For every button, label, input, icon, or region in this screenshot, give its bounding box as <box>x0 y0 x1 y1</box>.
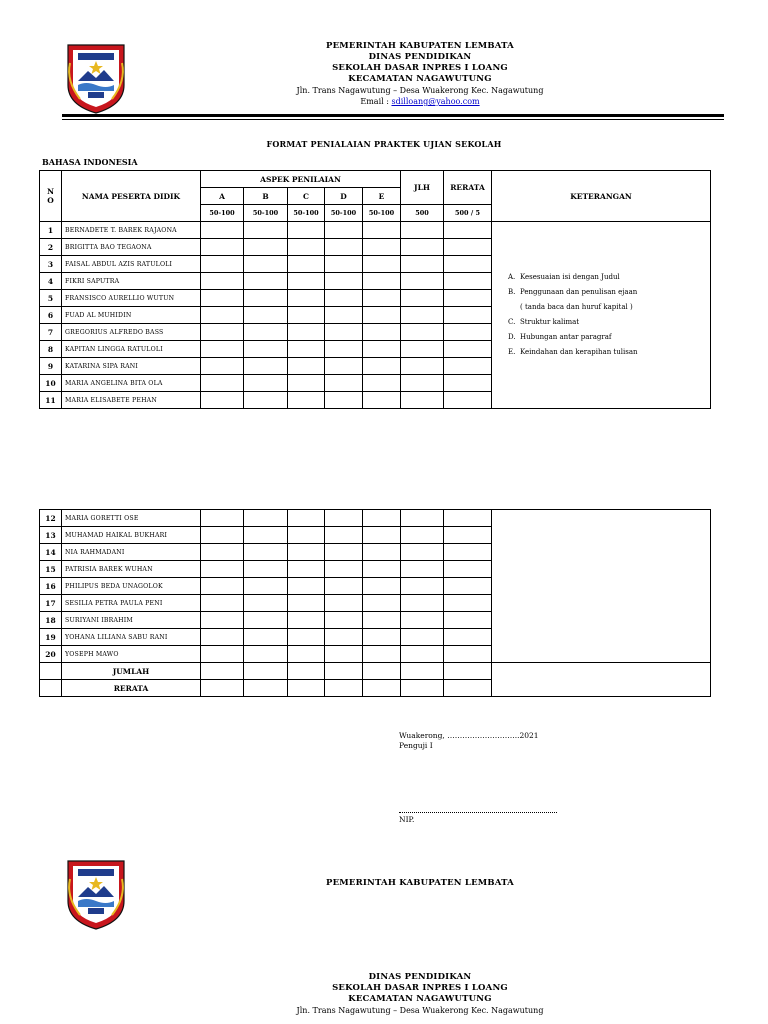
jlh-cell[interactable] <box>401 527 444 544</box>
row-number: 4 <box>40 273 62 290</box>
score-cell-c[interactable] <box>288 341 325 358</box>
jumlah-rerata[interactable] <box>444 663 492 680</box>
score-cell-e[interactable] <box>363 544 401 561</box>
criteria-text: Struktur kalimat <box>520 318 580 326</box>
rerata-score-d[interactable] <box>325 680 363 697</box>
student-name: MUHAMAD HAIKAL BUKHARI <box>62 527 201 544</box>
rerata-score-b[interactable] <box>244 680 288 697</box>
letterhead-district: KECAMATAN NAGAWUTUNG <box>348 74 492 84</box>
score-cell-d[interactable] <box>325 544 363 561</box>
jlh-cell[interactable] <box>401 358 444 375</box>
score-cell-d[interactable] <box>325 358 363 375</box>
student-name: MARIA ELISABETE PEHAN <box>62 392 201 409</box>
jlh-cell[interactable] <box>401 392 444 409</box>
row-number: 8 <box>40 341 62 358</box>
header-rule-thin <box>62 119 724 120</box>
student-name: SESILIA PETRA PAULA PENI <box>62 595 201 612</box>
score-cell-e[interactable] <box>363 629 401 646</box>
score-cell-b[interactable] <box>244 510 288 527</box>
jumlah-no <box>40 663 62 680</box>
row-number: 10 <box>40 375 62 392</box>
header-aspect-e: E <box>363 188 401 205</box>
student-name: FUAD AL MUHIDIN <box>62 307 201 324</box>
jlh-cell[interactable] <box>401 324 444 341</box>
student-name: YOHANA LILIANA SABU RANI <box>62 629 201 646</box>
score-cell-a[interactable] <box>201 527 244 544</box>
email-link[interactable]: sdilloang@yahoo.com <box>391 97 480 106</box>
score-cell-e[interactable] <box>363 358 401 375</box>
score-cell-d[interactable] <box>325 341 363 358</box>
criteria-list <box>508 270 710 360</box>
score-cell-b[interactable] <box>244 544 288 561</box>
footer-letterhead-government <box>220 878 620 889</box>
score-cell-a[interactable] <box>201 358 244 375</box>
student-name: FIKRI SAPUTRA <box>62 273 201 290</box>
jlh-cell[interactable] <box>401 544 444 561</box>
jlh-cell[interactable] <box>401 307 444 324</box>
row-number: 19 <box>40 629 62 646</box>
jumlah-jlh[interactable] <box>401 663 444 680</box>
footer-letterhead <box>220 972 620 1016</box>
score-cell-e[interactable] <box>363 612 401 629</box>
range-d: 50-100 <box>325 205 363 222</box>
score-cell-a[interactable] <box>201 595 244 612</box>
score-cell-c[interactable] <box>288 629 325 646</box>
rerata-score-a[interactable] <box>201 680 244 697</box>
header-jlh: JLH <box>401 171 444 205</box>
score-cell-b[interactable] <box>244 595 288 612</box>
signature-line <box>399 812 557 813</box>
rerata-cell[interactable] <box>444 392 492 409</box>
range-e: 50-100 <box>363 205 401 222</box>
score-cell-e[interactable] <box>363 527 401 544</box>
student-name: KAPITAN LINGGA RATULOLI <box>62 341 201 358</box>
jlh-cell[interactable] <box>401 646 444 663</box>
score-cell-e[interactable] <box>363 273 401 290</box>
score-cell-a[interactable] <box>201 510 244 527</box>
score-cell-c[interactable] <box>288 290 325 307</box>
score-cell-b[interactable] <box>244 629 288 646</box>
row-number: 14 <box>40 544 62 561</box>
score-cell-d[interactable] <box>325 239 363 256</box>
row-number: 15 <box>40 561 62 578</box>
score-cell-b[interactable] <box>244 273 288 290</box>
score-cell-e[interactable] <box>363 375 401 392</box>
jlh-cell[interactable] <box>401 239 444 256</box>
score-cell-a[interactable] <box>201 290 244 307</box>
jlh-max: 500 <box>401 205 444 222</box>
jlh-cell[interactable] <box>401 561 444 578</box>
score-cell-d[interactable] <box>325 222 363 239</box>
score-cell-e[interactable] <box>363 222 401 239</box>
letterhead <box>220 41 620 107</box>
score-cell-d[interactable] <box>325 612 363 629</box>
jlh-cell[interactable] <box>401 222 444 239</box>
score-cell-b[interactable] <box>244 561 288 578</box>
score-cell-d[interactable] <box>325 510 363 527</box>
jlh-cell[interactable] <box>401 341 444 358</box>
score-cell-a[interactable] <box>201 561 244 578</box>
student-name: SURIYANI IBRAHIM <box>62 612 201 629</box>
lembata-emblem-icon <box>64 857 128 931</box>
score-cell-d[interactable] <box>325 375 363 392</box>
grade-table-page1 <box>39 170 711 409</box>
rerata-cell[interactable] <box>444 595 492 612</box>
lembata-emblem-top <box>64 41 128 115</box>
rerata-score-e[interactable] <box>363 680 401 697</box>
score-cell-b[interactable] <box>244 392 288 409</box>
header-rerata: RERATA <box>444 171 492 205</box>
score-cell-c[interactable] <box>288 612 325 629</box>
rerata-cell[interactable] <box>444 544 492 561</box>
score-cell-a[interactable] <box>201 239 244 256</box>
score-cell-b[interactable] <box>244 578 288 595</box>
rerata-cell[interactable] <box>444 324 492 341</box>
score-cell-a[interactable] <box>201 307 244 324</box>
score-cell-d[interactable] <box>325 392 363 409</box>
lembata-emblem-icon <box>64 41 128 115</box>
score-cell-b[interactable] <box>244 375 288 392</box>
row-number: 7 <box>40 324 62 341</box>
criteria-letter: A. <box>508 273 516 281</box>
score-cell-b[interactable] <box>244 290 288 307</box>
score-cell-d[interactable] <box>325 290 363 307</box>
header-no: N O <box>40 171 62 222</box>
jlh-cell[interactable] <box>401 612 444 629</box>
rerata-cell[interactable] <box>444 629 492 646</box>
rerata-cell[interactable] <box>444 307 492 324</box>
row-number: 3 <box>40 256 62 273</box>
score-cell-b[interactable] <box>244 256 288 273</box>
score-cell-c[interactable] <box>288 646 325 663</box>
criteria-text: Keindahan dan kerapihan tulisan <box>520 348 638 356</box>
rerata-score-c[interactable] <box>288 680 325 697</box>
jlh-cell[interactable] <box>401 510 444 527</box>
score-cell-c[interactable] <box>288 392 325 409</box>
score-cell-a[interactable] <box>201 392 244 409</box>
score-cell-e[interactable] <box>363 239 401 256</box>
subject-label: BAHASA INDONESIA <box>42 157 138 167</box>
score-cell-d[interactable] <box>325 273 363 290</box>
criteria-item <box>508 300 710 315</box>
score-cell-d[interactable] <box>325 307 363 324</box>
header-keterangan: KETERANGAN <box>492 171 711 222</box>
score-cell-e[interactable] <box>363 324 401 341</box>
jlh-cell[interactable] <box>401 290 444 307</box>
score-cell-c[interactable] <box>288 239 325 256</box>
range-a: 50-100 <box>201 205 244 222</box>
score-cell-c[interactable] <box>288 510 325 527</box>
score-cell-c[interactable] <box>288 273 325 290</box>
score-cell-d[interactable] <box>325 256 363 273</box>
student-name: BRIGITTA BAO TEGAONA <box>62 239 201 256</box>
score-cell-d[interactable] <box>325 578 363 595</box>
jlh-cell[interactable] <box>401 256 444 273</box>
criteria-item <box>508 345 710 360</box>
range-b: 50-100 <box>244 205 288 222</box>
score-cell-c[interactable] <box>288 307 325 324</box>
criteria-text: ( tanda baca dan huruf kapital ) <box>520 303 633 311</box>
footer-department: DINAS PENDIDIKAN <box>368 972 472 982</box>
jumlah-score-d[interactable] <box>325 663 363 680</box>
score-cell-d[interactable] <box>325 595 363 612</box>
rerata-cell[interactable] <box>444 358 492 375</box>
score-cell-a[interactable] <box>201 544 244 561</box>
criteria-item <box>508 285 710 300</box>
score-cell-d[interactable] <box>325 629 363 646</box>
letterhead-address: Jln. Trans Nagawutung – Desa Wuakerong Kec. Nagawutung <box>296 86 544 95</box>
rerata-formula: 500 / 5 <box>444 205 492 222</box>
document-title: FORMAT PENIALAIAN PRAKTEK UJIAN SEKOLAH <box>266 139 502 149</box>
student-name: NIA RAHMADANI <box>62 544 201 561</box>
letterhead-school: SEKOLAH DASAR INPRES I LOANG <box>332 63 508 73</box>
score-cell-b[interactable] <box>244 612 288 629</box>
header-aspect-b: B <box>244 188 288 205</box>
student-name: FAISAL ABDUL AZIS RATULOLI <box>62 256 201 273</box>
header-aspect-c: C <box>288 188 325 205</box>
rerata-rerata[interactable] <box>444 680 492 697</box>
score-cell-b[interactable] <box>244 239 288 256</box>
header-aspect-d: D <box>325 188 363 205</box>
footer-address: Jln. Trans Nagawutung – Desa Wuakerong Kec. Nagawutung <box>296 1006 544 1015</box>
score-cell-a[interactable] <box>201 646 244 663</box>
student-name: PHILIPUS BEDA UNAGOLOK <box>62 578 201 595</box>
signature-nip: NIP. <box>399 815 415 824</box>
footer-district: KECAMATAN NAGAWUTUNG <box>348 994 492 1004</box>
score-cell-b[interactable] <box>244 358 288 375</box>
jlh-cell[interactable] <box>401 629 444 646</box>
score-cell-a[interactable] <box>201 629 244 646</box>
score-cell-a[interactable] <box>201 578 244 595</box>
header-aspects: ASPEK PENILAIAN <box>201 171 401 188</box>
student-name: FRANSISCO AURELLIO WUTUN <box>62 290 201 307</box>
score-cell-a[interactable] <box>201 375 244 392</box>
letterhead-government: PEMERINTAH KABUPATEN LEMBATA <box>326 41 514 51</box>
score-cell-b[interactable] <box>244 341 288 358</box>
criteria-letter: C. <box>508 318 516 326</box>
row-number: 5 <box>40 290 62 307</box>
score-cell-a[interactable] <box>201 324 244 341</box>
criteria-item <box>508 270 710 285</box>
score-cell-c[interactable] <box>288 375 325 392</box>
rerata-no <box>40 680 62 697</box>
jumlah-score-c[interactable] <box>288 663 325 680</box>
row-number: 1 <box>40 222 62 239</box>
student-name: GREGORIUS ALFREDO BASS <box>62 324 201 341</box>
criteria-item <box>508 330 710 345</box>
jlh-cell[interactable] <box>401 595 444 612</box>
student-name: PATRISIA BAREK WUHAN <box>62 561 201 578</box>
criteria-letter: B. <box>508 288 516 296</box>
keterangan-cell <box>492 510 711 663</box>
rerata-cell[interactable] <box>444 222 492 239</box>
score-cell-c[interactable] <box>288 578 325 595</box>
student-name: YOSEPH MAWO <box>62 646 201 663</box>
jumlah-score-b[interactable] <box>244 663 288 680</box>
score-cell-b[interactable] <box>244 222 288 239</box>
score-cell-b[interactable] <box>244 646 288 663</box>
grade-table-page2 <box>39 509 711 697</box>
jlh-cell[interactable] <box>401 578 444 595</box>
row-number: 20 <box>40 646 62 663</box>
row-number: 2 <box>40 239 62 256</box>
row-number: 6 <box>40 307 62 324</box>
rerata-cell[interactable] <box>444 561 492 578</box>
jumlah-row <box>40 663 711 680</box>
rerata-cell[interactable] <box>444 256 492 273</box>
score-cell-b[interactable] <box>244 324 288 341</box>
row-number: 17 <box>40 595 62 612</box>
header-rule-thick <box>62 114 724 117</box>
score-cell-a[interactable] <box>201 612 244 629</box>
rerata-cell[interactable] <box>444 646 492 663</box>
score-cell-d[interactable] <box>325 646 363 663</box>
email-label: Email : <box>360 97 389 106</box>
score-cell-c[interactable] <box>288 561 325 578</box>
signature-place-date: Wuakerong, ………………………..2021 <box>399 731 539 740</box>
rerata-cell[interactable] <box>444 527 492 544</box>
rerata-cell[interactable] <box>444 273 492 290</box>
score-cell-a[interactable] <box>201 273 244 290</box>
row-number: 18 <box>40 612 62 629</box>
score-cell-a[interactable] <box>201 222 244 239</box>
footer-government: PEMERINTAH KABUPATEN LEMBATA <box>326 878 514 888</box>
criteria-text: Kesesuaian isi dengan Judul <box>520 273 620 281</box>
score-cell-d[interactable] <box>325 561 363 578</box>
score-cell-e[interactable] <box>363 256 401 273</box>
student-name: MARIA GORETTI OSE <box>62 510 201 527</box>
row-number: 9 <box>40 358 62 375</box>
rerata-cell[interactable] <box>444 510 492 527</box>
footer-school: SEKOLAH DASAR INPRES I LOANG <box>332 983 508 993</box>
header-student-name: NAMA PESERTA DIDIK <box>62 171 201 222</box>
jumlah-score-a[interactable] <box>201 663 244 680</box>
rerata-cell[interactable] <box>444 290 492 307</box>
score-cell-e[interactable] <box>363 341 401 358</box>
score-cell-c[interactable] <box>288 222 325 239</box>
row-number: 11 <box>40 392 62 409</box>
score-cell-e[interactable] <box>363 392 401 409</box>
score-cell-c[interactable] <box>288 544 325 561</box>
row-number: 13 <box>40 527 62 544</box>
score-cell-e[interactable] <box>363 595 401 612</box>
score-cell-a[interactable] <box>201 341 244 358</box>
table-row <box>40 510 711 527</box>
jlh-cell[interactable] <box>401 375 444 392</box>
score-cell-b[interactable] <box>244 527 288 544</box>
score-cell-c[interactable] <box>288 358 325 375</box>
score-cell-c[interactable] <box>288 256 325 273</box>
student-name: KATARINA SIPA RANI <box>62 358 201 375</box>
score-cell-b[interactable] <box>244 307 288 324</box>
letterhead-email-row <box>220 96 620 107</box>
range-c: 50-100 <box>288 205 325 222</box>
score-cell-a[interactable] <box>201 256 244 273</box>
criteria-text: Hubungan antar paragraf <box>520 333 612 341</box>
lembata-emblem-bottom <box>64 857 128 931</box>
criteria-text: Penggunaan dan penulisan ejaan <box>520 288 638 296</box>
score-cell-e[interactable] <box>363 578 401 595</box>
score-cell-e[interactable] <box>363 307 401 324</box>
row-number: 12 <box>40 510 62 527</box>
score-cell-e[interactable] <box>363 290 401 307</box>
keterangan-cell <box>492 222 711 409</box>
student-name: MARIA ANGELINA BITA OLA <box>62 375 201 392</box>
rerata-jlh[interactable] <box>401 680 444 697</box>
jumlah-label: JUMLAH <box>62 663 201 680</box>
table-row <box>40 222 711 239</box>
criteria-letter: D. <box>508 333 516 341</box>
rerata-cell[interactable] <box>444 239 492 256</box>
header-aspect-a: A <box>201 188 244 205</box>
row-number: 16 <box>40 578 62 595</box>
score-cell-e[interactable] <box>363 561 401 578</box>
rerata-label: RERATA <box>62 680 201 697</box>
signature-examiner: Penguji I <box>399 741 433 750</box>
jumlah-score-e[interactable] <box>363 663 401 680</box>
score-cell-c[interactable] <box>288 595 325 612</box>
letterhead-department: DINAS PENDIDIKAN <box>368 52 472 62</box>
score-cell-e[interactable] <box>363 510 401 527</box>
rerata-cell[interactable] <box>444 375 492 392</box>
rerata-cell[interactable] <box>444 341 492 358</box>
score-cell-c[interactable] <box>288 527 325 544</box>
score-cell-c[interactable] <box>288 324 325 341</box>
rerata-cell[interactable] <box>444 578 492 595</box>
criteria-letter: E. <box>508 348 516 356</box>
score-cell-e[interactable] <box>363 646 401 663</box>
score-cell-d[interactable] <box>325 324 363 341</box>
summary-notes <box>492 663 711 697</box>
student-name: BERNADETE T. BAREK RAJAONA <box>62 222 201 239</box>
criteria-item <box>508 315 710 330</box>
rerata-cell[interactable] <box>444 612 492 629</box>
score-cell-d[interactable] <box>325 527 363 544</box>
jlh-cell[interactable] <box>401 273 444 290</box>
